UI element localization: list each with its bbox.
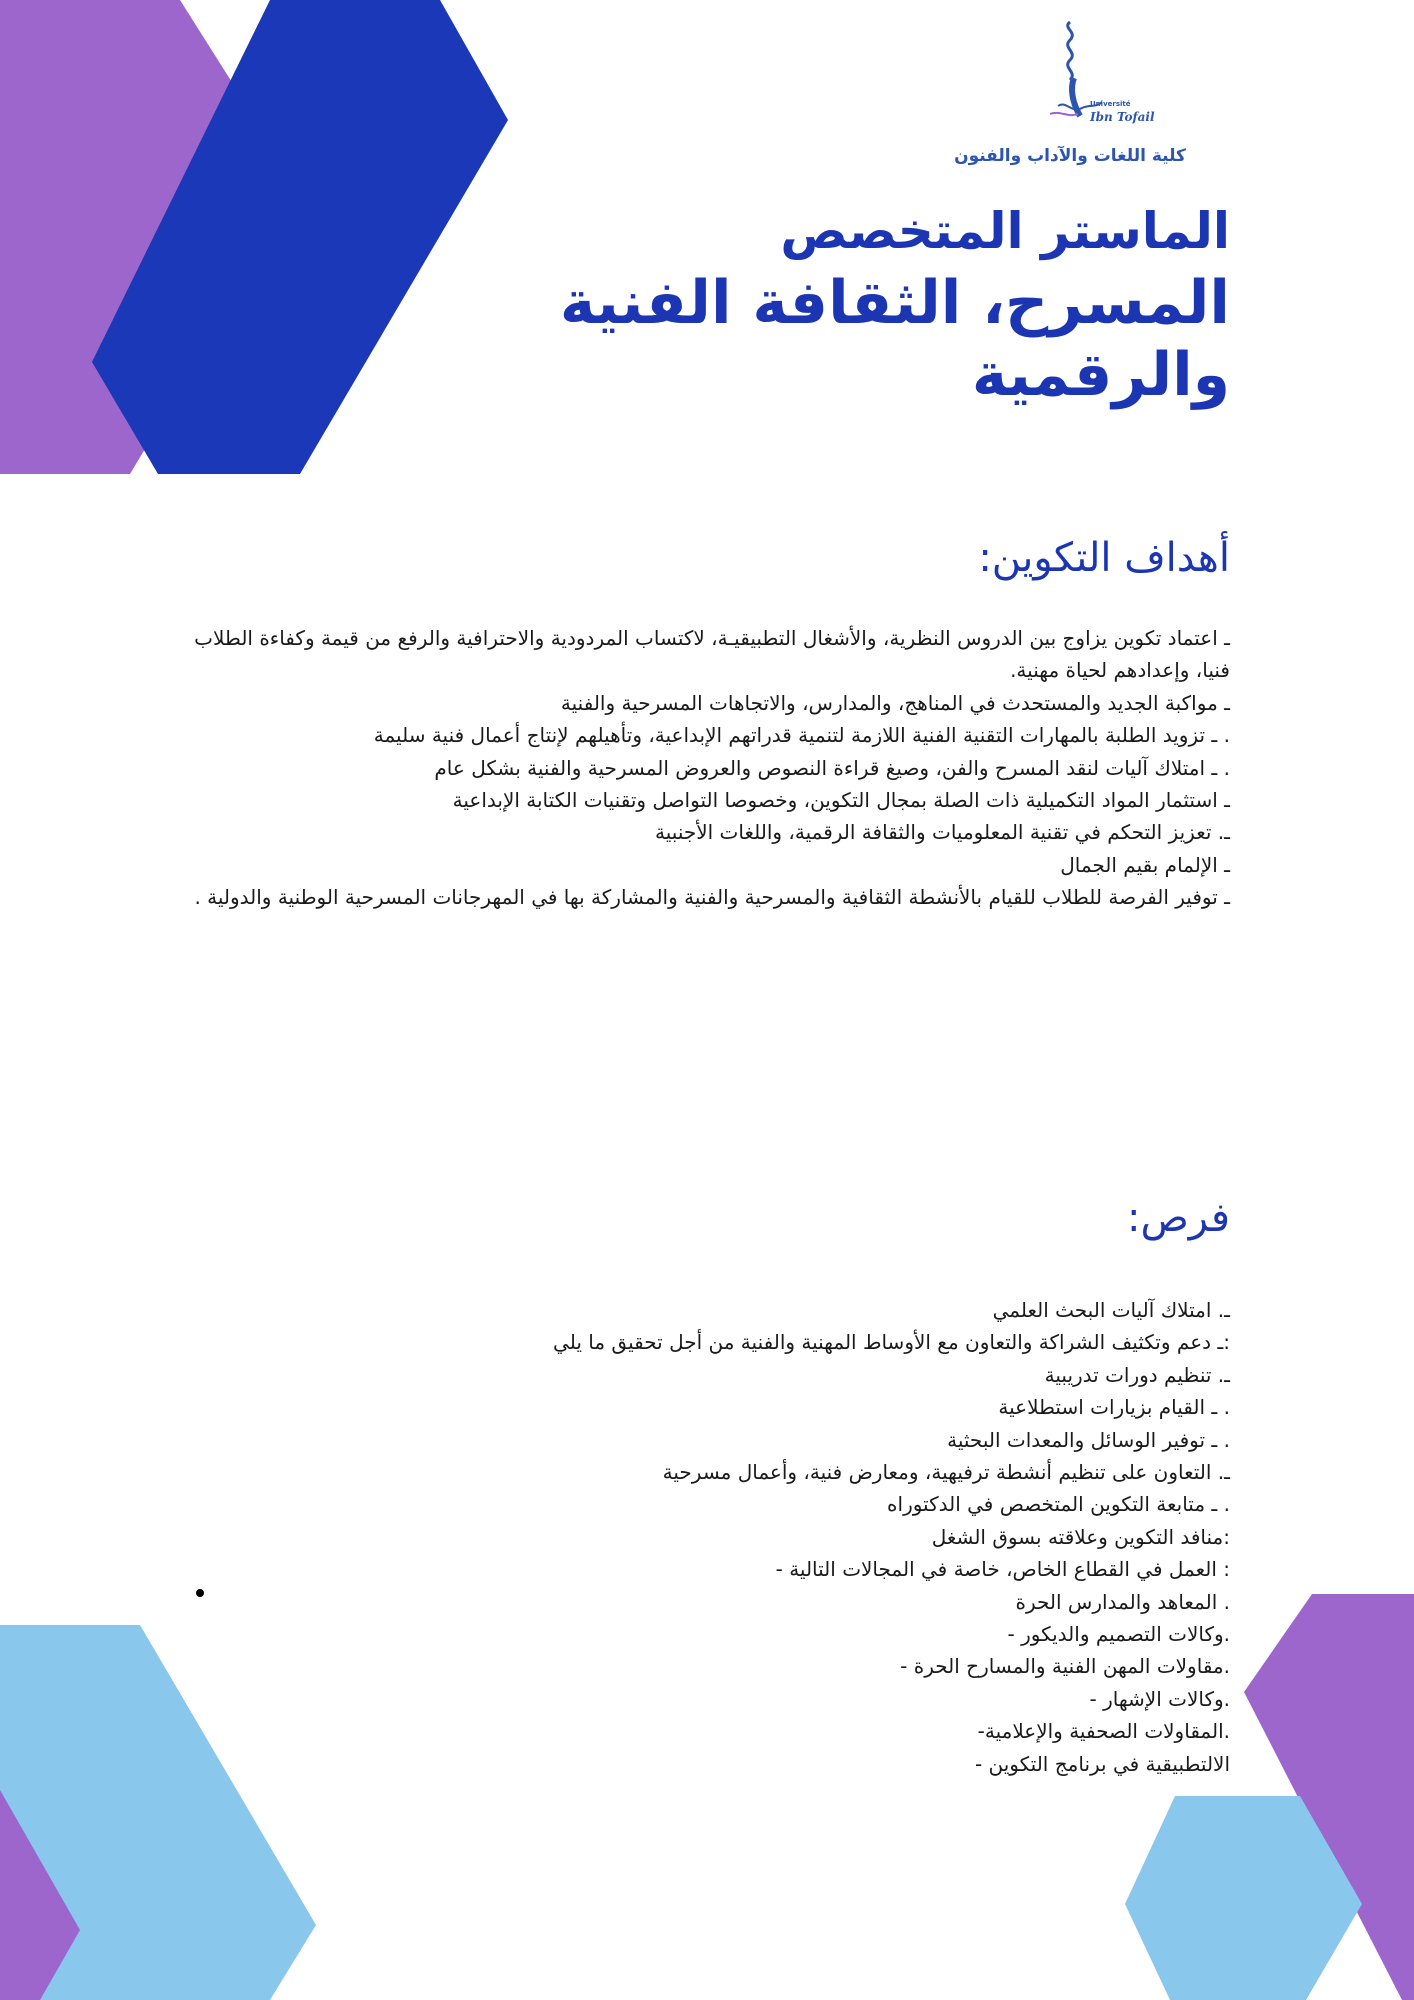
list-item: ـ. تنظيم دورات تدريبية: [1044, 1362, 1230, 1387]
list-item: . ـ متابعة التكوين المتخصص في الدكتوراه: [887, 1492, 1230, 1517]
opportunities-heading: فرص:: [1126, 1195, 1230, 1241]
list-item: . ـ امتلاك آليات لنقد المسرح والفن، وصيغ قراءة النصوص والعروض المسرحية والفنية بشكل عام: [434, 755, 1230, 780]
list-item: :منافد التكوين وعلاقته بسوق الشغل: [931, 1524, 1230, 1549]
list-item: . ـ القيام بزيارات استطلاعية: [998, 1395, 1230, 1420]
title-line-2: المسرح، الثقافة الفنية: [559, 268, 1230, 338]
objectives-heading: أهداف التكوين:: [978, 535, 1230, 581]
list-item: . المعاهد والمدارس الحرة: [1015, 1589, 1230, 1614]
list-item: . ـ توفير الوسائل والمعدات البحثية: [947, 1427, 1230, 1452]
bullet-dot: [196, 1589, 204, 1597]
title-line-3: والرقمية: [971, 340, 1230, 410]
list-item: : العمل في القطاع الخاص، خاصة في المجالات التالية -: [775, 1557, 1230, 1582]
logo-university-text: Université: [1090, 100, 1131, 108]
objectives-list: [170, 622, 1230, 914]
faculty-logo: [940, 18, 1200, 166]
list-item: .مقاولات المهن الفنية والمسارح الحرة -: [900, 1654, 1230, 1679]
logo-caption: كلية اللغات والآداب والفنون: [954, 146, 1186, 166]
list-item: ـ توفير الفرصة للطلاب للقيام بالأنشطة الثقافية والمسرحية والفنية والمشاركة بها في المهرجانات المسرحية الوطنية والدولية .: [194, 885, 1230, 910]
page-title: [330, 195, 1230, 411]
list-item: ـ. التعاون على تنظيم أنشطة ترفيهية، ومعارض فنية، وأعمال مسرحية: [662, 1460, 1230, 1485]
list-item: ـ مواكبة الجديد والمستحدث في المناهج، والمدارس، والاتجاهات المسرحية والفنية: [560, 690, 1230, 715]
title-line-1: الماستر المتخصص: [780, 202, 1230, 260]
logo-script-text: Ibn Tofail: [1090, 110, 1155, 124]
list-item: ـ استثمار المواد التكميلية ذات الصلة بمجال التكوين، وخصوصا التواصل وتقنيات الكتابة الإبداعية: [452, 788, 1230, 813]
list-item: .المقاولات الصحفية والإعلامية-: [977, 1719, 1230, 1744]
list-item: ـ. تعزيز التحكم في تقنية المعلوميات والثقافة الرقمية، واللغات الأجنبية: [655, 820, 1230, 845]
list-item: ـ اعتماد تكوين يزاوج بين الدروس النظرية، والأشغال التطبيقيـة، لاكتساب المردودية والاحترافية والرفع من قيمة وكفاءة الطلاب فنيا، وإعدادهم لحياة مهنية.: [194, 626, 1230, 683]
list-item: ـ الإلمام بقيم الجمال: [1060, 852, 1230, 877]
list-item: ـ. امتلاك آليات البحث العلمي: [992, 1298, 1230, 1322]
opportunities-list: [170, 1294, 1230, 1780]
list-item: :ـ دعم وتكثيف الشراكة والتعاون مع الأوساط المهنية والفنية من أجل تحقيق ما يلي: [553, 1330, 1230, 1355]
list-item: الالتطبيقية في برنامج التكوين -: [974, 1751, 1230, 1776]
list-item: .وكالات الإشهار -: [1089, 1686, 1230, 1711]
list-item: .وكالات التصميم والديكور -: [1007, 1622, 1230, 1647]
list-item: . ـ تزويد الطلبة بالمهارات التقنية الفنية اللازمة لتنمية قدراتهم الإبداعية، وتأهيلهم لإنتاج أعمال فنية سليمة: [373, 723, 1230, 748]
